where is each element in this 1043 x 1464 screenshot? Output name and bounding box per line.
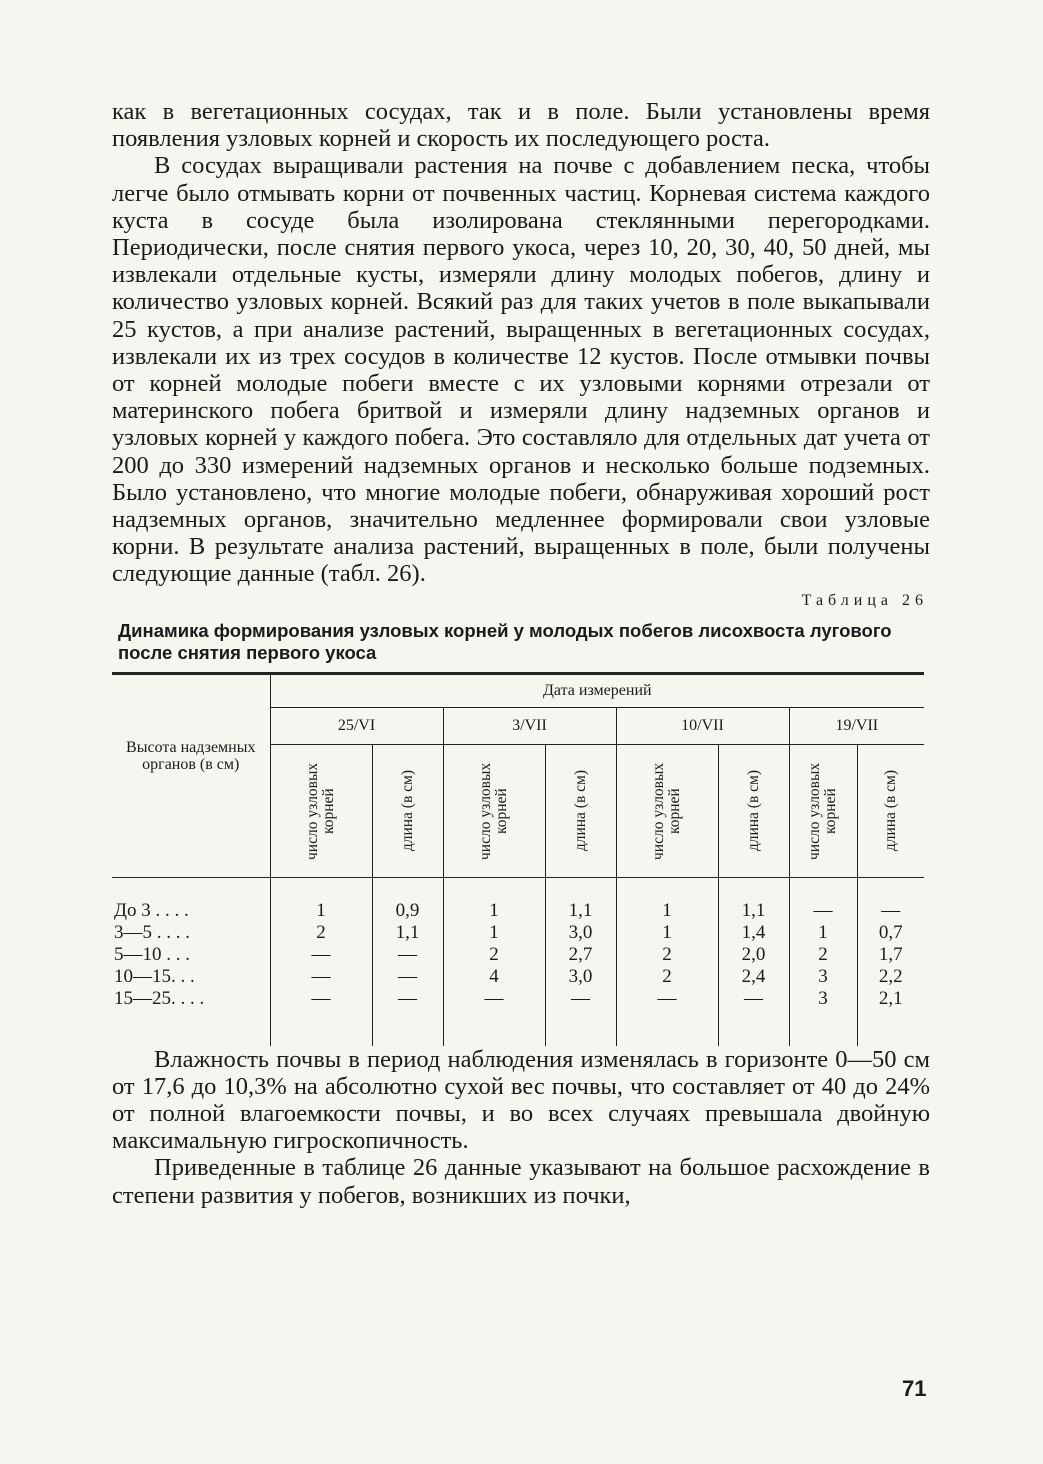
paragraph-1: как в вегетационных сосудах, так и в поле. Были установлены время появления узловых корней и скорость их последующего роста. <box>112 98 930 153</box>
row-label: 3—5 . . . . <box>114 921 190 943</box>
cell: 1 <box>616 877 718 922</box>
header-date: Дата измерений <box>270 673 924 707</box>
cell: 2 <box>616 966 718 988</box>
row-label: 10—15. . . <box>114 965 195 987</box>
header-count-2: число узловых корней <box>443 744 545 877</box>
cell: 4 <box>443 966 545 988</box>
cell: 0,7 <box>857 922 924 944</box>
row-label: До 3 . . . . <box>114 899 189 921</box>
cell: 1,1 <box>372 922 443 944</box>
header-date-3: 10/VII <box>616 707 789 744</box>
cell: 2,7 <box>545 944 616 966</box>
cell: 1 <box>443 922 545 944</box>
roots-table <box>112 672 924 1046</box>
cell: 2,1 <box>857 988 924 1046</box>
row-label: 5—10 . . . <box>114 943 190 965</box>
header-date-2: 3/VII <box>443 707 616 744</box>
cell: — <box>718 988 789 1046</box>
cell: 2 <box>789 944 857 966</box>
cell: — <box>372 966 443 988</box>
page-content <box>112 98 930 1209</box>
cell: 3 <box>789 988 857 1046</box>
cell: 1,1 <box>718 877 789 922</box>
cell: 1,7 <box>857 944 924 966</box>
header-length-4: длина (в см) <box>857 744 924 877</box>
header-length-1: длина (в см) <box>372 744 443 877</box>
header-count-1: число узловых корней <box>270 744 372 877</box>
header-count-4: число узловых корней <box>789 744 857 877</box>
table-row <box>112 944 924 966</box>
cell: 3,0 <box>545 966 616 988</box>
paragraph-2: В сосудах выращивали растения на почве с добавлением песка, чтобы легче было отмывать корни от почвенных частиц. Корневая система каждого куста в сосуде была изолирована стеклянными перегородками. Периодически, после снятия первого укоса, через 10, 20, 30, 40, 50 дней, мы извлекали отдельные кусты, измеряли длину молодых побегов, длину и количество узловых корней. Всякий раз для таких учетов в поле выкапывали 25 кустов, а при анализе растений, выращенных в вегетационных сосудах, извлекали их из трех сосудов в количестве 12 кустов. После отмывки почвы от корней молодые побеги вместе с их узловыми корнями отрезали от материнского побега бритвой и измеряли длину надземных органов и узловых корней у каждого побега. Это составляло для отдельных дат учета от 200 до 330 измерений надземных органов и несколько больше подземных. Было установлено, что многие молодые побеги, обнаруживая хороший рост надземных органов, значительно медленнее формировали свои узловые корни. В результате анализа растений, выращенных в поле, были получены следующие данные (табл. 26). <box>112 152 930 588</box>
cell: — <box>443 988 545 1046</box>
cell: 1,1 <box>545 877 616 922</box>
header-length-2: длина (в см) <box>545 744 616 877</box>
table-title: Динамика формирования узловых корней у молодых побегов лисохвоста лугового после снятия первого укоса <box>118 619 892 663</box>
cell: 2 <box>443 944 545 966</box>
table-row <box>112 922 924 944</box>
cell: 2,4 <box>718 966 789 988</box>
header-date-4: 19/VII <box>789 707 924 744</box>
cell: — <box>545 988 616 1046</box>
cell: — <box>616 988 718 1046</box>
header-date-1: 25/VI <box>270 707 443 744</box>
cell: — <box>789 877 857 922</box>
cell: 2,2 <box>857 966 924 988</box>
cell: 1 <box>789 922 857 944</box>
cell: 1 <box>270 877 372 922</box>
table-row <box>112 966 924 988</box>
cell: 2 <box>270 922 372 944</box>
cell: 3 <box>789 966 857 988</box>
cell: — <box>372 988 443 1046</box>
header-length-3: длина (в см) <box>718 744 789 877</box>
table-label: Таблица 26 <box>801 591 928 609</box>
cell: 1,4 <box>718 922 789 944</box>
cell: — <box>857 877 924 922</box>
cell: — <box>372 944 443 966</box>
table-row <box>112 988 924 1046</box>
row-label: 15—25. . . . <box>114 987 205 1009</box>
cell: 1 <box>616 922 718 944</box>
cell: 2 <box>616 944 718 966</box>
cell: — <box>270 944 372 966</box>
header-height: Высота надземных органов (в см) <box>112 673 270 877</box>
header-count-3: число узловых корней <box>616 744 718 877</box>
table-body <box>112 877 924 1046</box>
paragraph-4: Приведенные в таблице 26 данные указывают на большое расхождение в степени развития у побегов, возникших из почки, <box>112 1154 930 1209</box>
cell: 2,0 <box>718 944 789 966</box>
table-row <box>112 877 924 922</box>
cell: 1 <box>443 877 545 922</box>
paragraph-3: Влажность почвы в период наблюдения изменялась в горизонте 0—50 см от 17,6 до 10,3% на абсолютно сухой вес почвы, что составляет от 40 до 24% от полной влагоемкости почвы, и во всех случаях превышала двойную максимальную гигроскопичность. <box>112 1045 930 1155</box>
cell: 0,9 <box>372 877 443 922</box>
page-number: 71 <box>902 1376 927 1401</box>
cell: 3,0 <box>545 922 616 944</box>
cell: — <box>270 966 372 988</box>
cell: — <box>270 988 372 1046</box>
